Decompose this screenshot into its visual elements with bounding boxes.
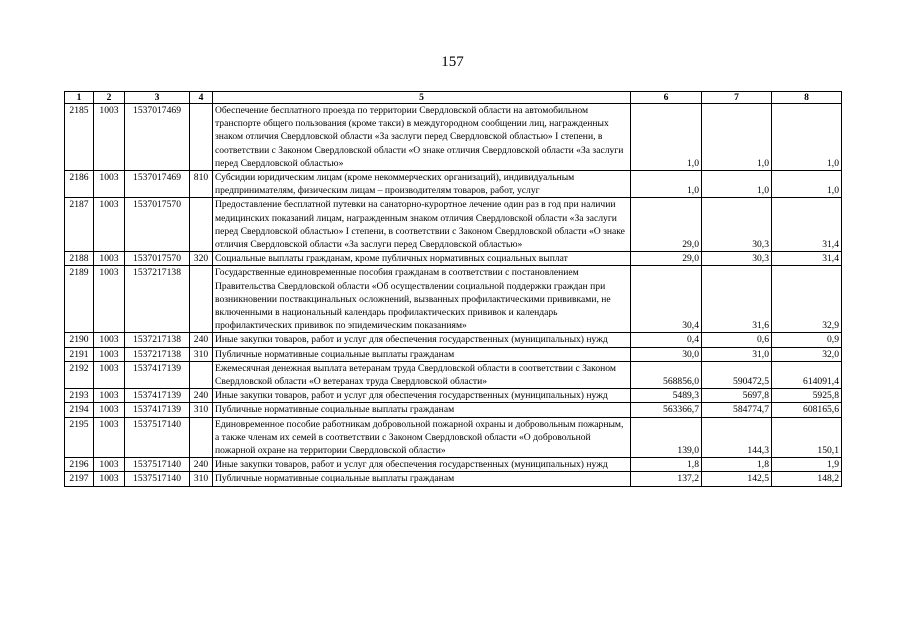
amount-year1-cell: 1,0 (631, 171, 702, 198)
column-header: 7 (702, 92, 772, 104)
budget-table (64, 91, 842, 487)
row-number-cell: 2188 (65, 252, 94, 266)
amount-year2-cell: 1,0 (702, 104, 772, 171)
item-name-cell: Единовременное пособие работникам добровольной пожарной охраны и добровольным пожарным, а также членам их семей в соответствии с Законом Свердловской области «О добровольной пожарной охране на территории Свердловской области» (213, 417, 631, 458)
amount-year3-cell: 31,4 (772, 252, 842, 266)
row-number-cell: 2196 (65, 458, 94, 472)
expense-type-cell: 240 (190, 458, 213, 472)
target-article-cell: 1537017469 (125, 171, 190, 198)
page-number: 157 (441, 54, 464, 70)
amount-year1-cell: 30,4 (631, 266, 702, 333)
table-row (65, 171, 842, 198)
row-number-cell: 2190 (65, 333, 94, 347)
section-code-cell: 1003 (94, 389, 125, 403)
row-number-cell: 2194 (65, 403, 94, 417)
item-name-cell: Публичные нормативные социальные выплаты гражданам (213, 347, 631, 361)
amount-year2-cell: 5697,8 (702, 389, 772, 403)
target-article-cell: 1537217138 (125, 266, 190, 333)
table-row (65, 198, 842, 252)
amount-year3-cell: 1,0 (772, 171, 842, 198)
amount-year2-cell: 30,3 (702, 252, 772, 266)
section-code-cell: 1003 (94, 171, 125, 198)
amount-year1-cell: 29,0 (631, 198, 702, 252)
amount-year2-cell: 1,8 (702, 458, 772, 472)
section-code-cell: 1003 (94, 347, 125, 361)
item-name-cell: Государственные единовременные пособия гражданам в соответствии с постановлением Правительства Свердловской области «Об осуществлении социальной поддержки граждан при возникновении поствакцинальных осложнений, вызванных профилактическими прививками, не включенными в национальный календарь профилактических прививок и календарь профилактических прививок по эпидемическим показаниям» (213, 266, 631, 333)
amount-year3-cell: 1,9 (772, 458, 842, 472)
amount-year2-cell: 31,6 (702, 266, 772, 333)
target-article-cell: 1537217138 (125, 333, 190, 347)
amount-year3-cell: 0,9 (772, 333, 842, 347)
expense-type-cell (190, 417, 213, 458)
column-header: 1 (65, 92, 94, 104)
row-number-cell: 2191 (65, 347, 94, 361)
column-header: 8 (772, 92, 842, 104)
target-article-cell: 1537017570 (125, 252, 190, 266)
row-number-cell: 2189 (65, 266, 94, 333)
column-header: 3 (125, 92, 190, 104)
amount-year3-cell: 1,0 (772, 104, 842, 171)
target-article-cell: 1537517140 (125, 417, 190, 458)
expense-type-cell: 240 (190, 333, 213, 347)
target-article-cell: 1537417139 (125, 403, 190, 417)
expense-type-cell: 310 (190, 347, 213, 361)
expense-type-cell (190, 266, 213, 333)
table-row (65, 104, 842, 171)
table-body (65, 104, 842, 487)
table-header-row (65, 92, 842, 104)
section-code-cell: 1003 (94, 361, 125, 388)
amount-year3-cell: 5925,8 (772, 389, 842, 403)
column-header: 2 (94, 92, 125, 104)
table-row (65, 266, 842, 333)
amount-year1-cell: 29,0 (631, 252, 702, 266)
amount-year2-cell: 590472,5 (702, 361, 772, 388)
item-name-cell: Предоставление бесплатной путевки на санаторно-курортное лечение один раз в год при наличии медицинских показаний лицам, награжденным знаком отличия Свердловской области «За заслуги перед Свердловской областью» I степени, в соответствии с Законом Свердловской области «О знаке отличия Свердловской области «За заслуги перед Свердловской областью» (213, 198, 631, 252)
table-row (65, 403, 842, 417)
amount-year3-cell: 32,9 (772, 266, 842, 333)
amount-year3-cell: 32,0 (772, 347, 842, 361)
section-code-cell: 1003 (94, 252, 125, 266)
amount-year3-cell: 148,2 (772, 472, 842, 486)
amount-year3-cell: 31,4 (772, 198, 842, 252)
column-header: 6 (631, 92, 702, 104)
section-code-cell: 1003 (94, 333, 125, 347)
row-number-cell: 2193 (65, 389, 94, 403)
item-name-cell: Иные закупки товаров, работ и услуг для обеспечения государственных (муниципальных) нужд (213, 458, 631, 472)
target-article-cell: 1537517140 (125, 472, 190, 486)
item-name-cell: Социальные выплаты гражданам, кроме публичных нормативных социальных выплат (213, 252, 631, 266)
target-article-cell: 1537017469 (125, 104, 190, 171)
item-name-cell: Субсидии юридическим лицам (кроме некоммерческих организаций), индивидуальным предпринимателям, физическим лицам – производителям товаров, работ, услуг (213, 171, 631, 198)
section-code-cell: 1003 (94, 266, 125, 333)
expense-type-cell: 810 (190, 171, 213, 198)
expense-type-cell: 310 (190, 403, 213, 417)
amount-year2-cell: 31,0 (702, 347, 772, 361)
expense-type-cell (190, 198, 213, 252)
item-name-cell: Ежемесячная денежная выплата ветеранам труда Свердловской области в соответствии с Законом Свердловской области «О ветеранах труда Свердловской области» (213, 361, 631, 388)
target-article-cell: 1537017570 (125, 198, 190, 252)
target-article-cell: 1537417139 (125, 361, 190, 388)
table-row (65, 333, 842, 347)
row-number-cell: 2185 (65, 104, 94, 171)
section-code-cell: 1003 (94, 458, 125, 472)
item-name-cell: Иные закупки товаров, работ и услуг для обеспечения государственных (муниципальных) нужд (213, 389, 631, 403)
amount-year1-cell: 137,2 (631, 472, 702, 486)
table-row (65, 361, 842, 388)
amount-year3-cell: 608165,6 (772, 403, 842, 417)
item-name-cell: Иные закупки товаров, работ и услуг для обеспечения государственных (муниципальных) нужд (213, 333, 631, 347)
expense-type-cell: 320 (190, 252, 213, 266)
amount-year3-cell: 614091,4 (772, 361, 842, 388)
amount-year1-cell: 30,0 (631, 347, 702, 361)
section-code-cell: 1003 (94, 198, 125, 252)
table-row (65, 417, 842, 458)
expense-type-cell: 310 (190, 472, 213, 486)
amount-year1-cell: 568856,0 (631, 361, 702, 388)
section-code-cell: 1003 (94, 472, 125, 486)
target-article-cell: 1537417139 (125, 389, 190, 403)
amount-year2-cell: 144,3 (702, 417, 772, 458)
amount-year1-cell: 1,8 (631, 458, 702, 472)
amount-year1-cell: 139,0 (631, 417, 702, 458)
table-row (65, 472, 842, 486)
row-number-cell: 2195 (65, 417, 94, 458)
table-row (65, 347, 842, 361)
table-row (65, 252, 842, 266)
amount-year3-cell: 150,1 (772, 417, 842, 458)
section-code-cell: 1003 (94, 104, 125, 171)
target-article-cell: 1537217138 (125, 347, 190, 361)
amount-year2-cell: 0,6 (702, 333, 772, 347)
section-code-cell: 1003 (94, 403, 125, 417)
amount-year2-cell: 584774,7 (702, 403, 772, 417)
item-name-cell: Обеспечение бесплатного проезда по территории Свердловской области на автомобильном транспорте общего пользования (кроме такси) в междугородном сообщении лиц, награжденных знаком отличия Свердловской области «За заслуги перед Свердловской областью» I степени, в соответствии с Законом Свердловской области «О знаке отличия Свердловской области «За заслуги перед Свердловской областью» (213, 104, 631, 171)
amount-year1-cell: 5489,3 (631, 389, 702, 403)
expense-type-cell (190, 104, 213, 171)
amount-year1-cell: 563366,7 (631, 403, 702, 417)
column-header: 5 (213, 92, 631, 104)
amount-year2-cell: 1,0 (702, 171, 772, 198)
table-row (65, 389, 842, 403)
row-number-cell: 2197 (65, 472, 94, 486)
row-number-cell: 2192 (65, 361, 94, 388)
amount-year2-cell: 30,3 (702, 198, 772, 252)
row-number-cell: 2186 (65, 171, 94, 198)
amount-year2-cell: 142,5 (702, 472, 772, 486)
expense-type-cell (190, 361, 213, 388)
section-code-cell: 1003 (94, 417, 125, 458)
table-row (65, 458, 842, 472)
column-header: 4 (190, 92, 213, 104)
row-number-cell: 2187 (65, 198, 94, 252)
item-name-cell: Публичные нормативные социальные выплаты гражданам (213, 472, 631, 486)
expense-type-cell: 240 (190, 389, 213, 403)
target-article-cell: 1537517140 (125, 458, 190, 472)
item-name-cell: Публичные нормативные социальные выплаты гражданам (213, 403, 631, 417)
amount-year1-cell: 1,0 (631, 104, 702, 171)
amount-year1-cell: 0,4 (631, 333, 702, 347)
